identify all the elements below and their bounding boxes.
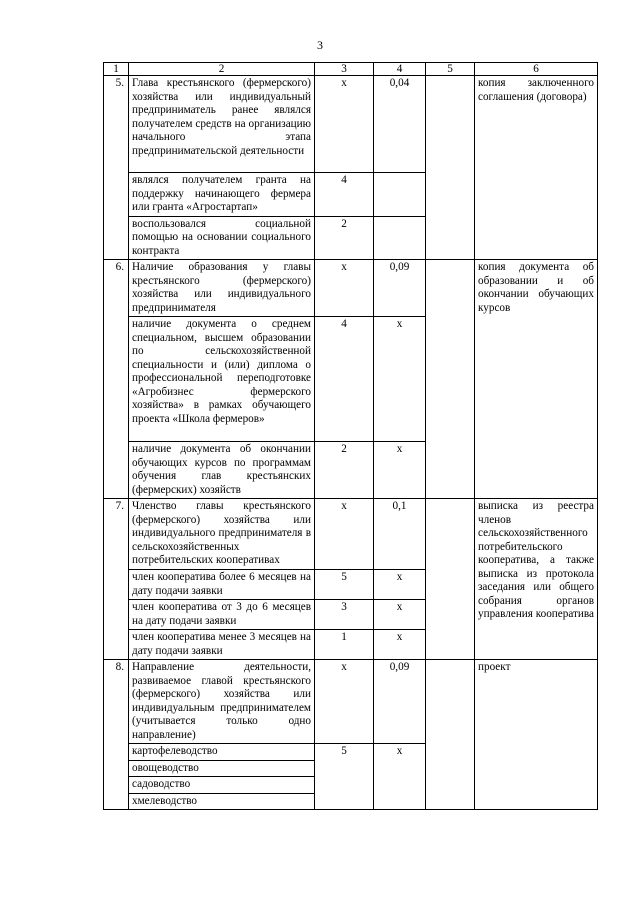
empty-cell: [426, 76, 475, 260]
column-header: 6: [475, 63, 598, 76]
table-row: [104, 660, 598, 744]
sub-criterion: наличие документа об окончании обучающих курсов по программам обучения глав крестьянских (фермерских) хозяйств: [129, 442, 315, 499]
sub-criterion: овощеводство: [129, 760, 315, 777]
sub-weight: х: [374, 570, 426, 600]
criterion-weight: 0,09: [374, 260, 426, 317]
criteria-table: [103, 62, 598, 810]
group-weight: х: [374, 744, 426, 810]
table-row: [104, 76, 598, 173]
sub-points: 2: [315, 442, 374, 499]
criterion-points: х: [315, 76, 374, 173]
sub-weight: [374, 173, 426, 217]
sub-criterion: картофелеводство: [129, 744, 315, 761]
sub-weight: х: [374, 630, 426, 660]
criterion-title: Членство главы крестьянского (фермерского) хозяйства или индивидуального предпринимателя в сельскохозяйственных потребительских кооперативах: [129, 499, 315, 570]
column-header: 3: [315, 63, 374, 76]
criterion-weight: 0,1: [374, 499, 426, 570]
sub-points: 1: [315, 630, 374, 660]
sub-points: 4: [315, 317, 374, 442]
criterion-title: Направление деятельности, развиваемое главой крестьянского (фермерского) хозяйства или индивидуальным предпринимателем (учитывается только одно направление): [129, 660, 315, 744]
column-header: 5: [426, 63, 475, 76]
sub-points: 4: [315, 173, 374, 217]
criterion-number: 5.: [104, 76, 129, 260]
sub-criterion: являлся получателем гранта на поддержку начинающего фермера или гранта «Агростартап»: [129, 173, 315, 217]
table-header-row: [104, 63, 598, 76]
sub-criterion: воспользовался социальной помощью на основании социального контракта: [129, 216, 315, 260]
sub-criterion: член кооператива менее 3 месяцев на дату подачи заявки: [129, 630, 315, 660]
criterion-number: 8.: [104, 660, 129, 810]
criterion-number: 7.: [104, 499, 129, 660]
empty-cell: [426, 660, 475, 810]
criterion-document: копия документа об образовании и об окончании обучающих курсов: [475, 260, 598, 499]
table-row: [104, 260, 598, 317]
sub-weight: х: [374, 600, 426, 630]
criterion-title: Наличие образования у главы крестьянского (фермерского) хозяйства или индивидуального предпринимателя: [129, 260, 315, 317]
sub-weight: х: [374, 442, 426, 499]
sub-weight: [374, 216, 426, 260]
criterion-document: выписка из реестра членов сельскохозяйственного потребительского кооператива, а также выписка из протокола заседания или общего собрания органов управления кооператива: [475, 499, 598, 660]
sub-points: 3: [315, 600, 374, 630]
sub-points: 2: [315, 216, 374, 260]
column-header: 4: [374, 63, 426, 76]
table-row: [104, 499, 598, 570]
criterion-number: 6.: [104, 260, 129, 499]
sub-weight: х: [374, 317, 426, 442]
criterion-document: копия заключенного соглашения (договора): [475, 76, 598, 260]
criterion-title: Глава крестьянского (фермерского) хозяйства или индивидуальный предприниматель ранее являлся получателем средств на организацию начального этапа предпринимательской деятельности: [129, 76, 315, 173]
sub-points: 5: [315, 570, 374, 600]
empty-cell: [426, 260, 475, 499]
column-header: 2: [129, 63, 315, 76]
sub-criterion: член кооператива более 6 месяцев на дату подачи заявки: [129, 570, 315, 600]
criterion-points: х: [315, 660, 374, 744]
group-points: 5: [315, 744, 374, 810]
sub-criterion: наличие документа о среднем специальном, высшем образовании по сельскохозяйственной специальности и (или) диплома о профессиональной переподготовке «Агробизнес фермерского хозяйства» в рамках обучающего проекта «Школа фермеров»: [129, 317, 315, 442]
sub-criterion: садоводство: [129, 777, 315, 794]
criterion-weight: 0,04: [374, 76, 426, 173]
empty-cell: [426, 499, 475, 660]
criterion-points: х: [315, 499, 374, 570]
page-number: 3: [317, 38, 323, 52]
sub-criterion: хмелеводство: [129, 793, 315, 810]
sub-criterion: член кооператива от 3 до 6 месяцев на дату подачи заявки: [129, 600, 315, 630]
criterion-points: х: [315, 260, 374, 317]
criterion-document: проект: [475, 660, 598, 810]
criterion-weight: 0,09: [374, 660, 426, 744]
column-header: 1: [104, 63, 129, 76]
